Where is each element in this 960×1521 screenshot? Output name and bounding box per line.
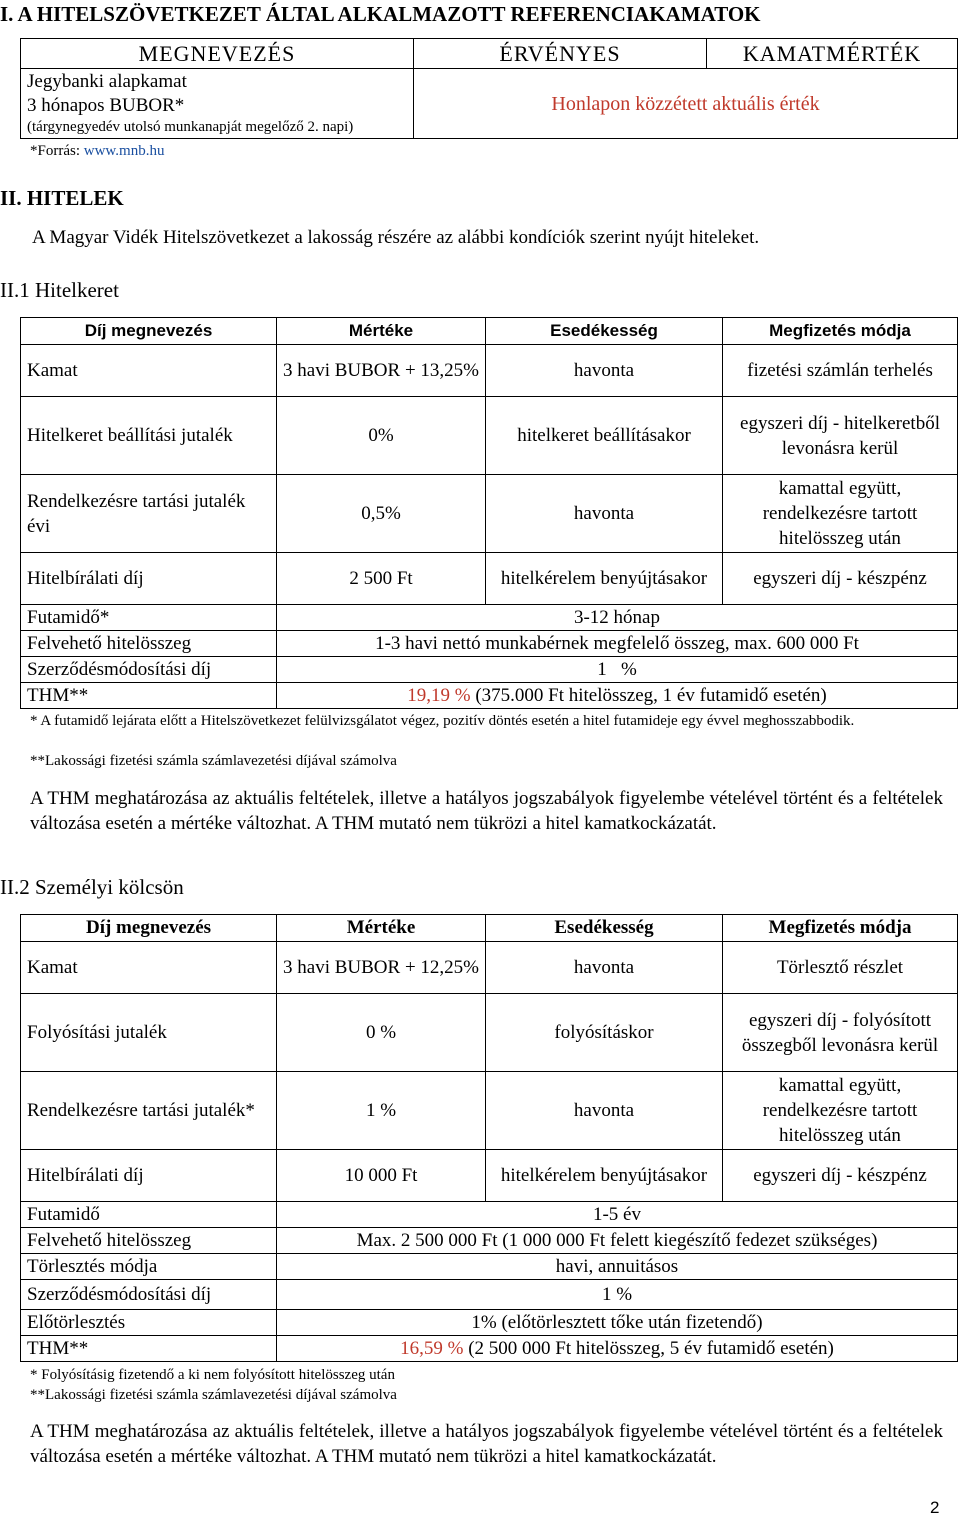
szk-row-due: folyósításkor (486, 994, 723, 1072)
hk-row-payment: egyszeri díj - hitelkeretből levonásra kerül (723, 397, 958, 475)
hk-row-due: hitelkérelem benyújtásakor (486, 553, 723, 605)
szk-thm-value: 16,59 % (400, 1338, 464, 1359)
hk-row-rate: 3 havi BUBOR + 13,25% (277, 345, 486, 397)
hk-header-rate: Mértéke (277, 318, 486, 345)
hk-row-name: Hitelbírálati díj (21, 553, 277, 605)
szk-row-payment: egyszeri díj - folyósított összegből levonásra kerül (723, 994, 958, 1072)
hk-row-name: Hitelkeret beállítási jutalék (21, 397, 277, 475)
szk-header-due: Esedékesség (486, 915, 723, 942)
szk-thm-label: THM** (21, 1336, 277, 1362)
szk-thm-rest: (2 500 000 Ft hitelösszeg, 5 év futamidő esetén) (463, 1338, 834, 1359)
hk-row-name: Rendelkezésre tartási jutalék évi (21, 475, 277, 553)
szk-wide-value: 1% (előtörlesztett tőke után fizetendő) (277, 1310, 958, 1336)
szk-header-name: Díj megnevezés (21, 915, 277, 942)
hk-note2: **Lakossági fizetési számla számlavezetési díjával számolva (30, 753, 397, 769)
hk-thm-value: 19,19 % (407, 685, 471, 706)
szk-wide-value: 1-5 év (277, 1202, 958, 1228)
header-megnevezes: MEGNEVEZÉS (21, 39, 414, 69)
szk-row-rate: 10 000 Ft (277, 1150, 486, 1202)
source-line (30, 143, 164, 160)
hk-wide-name: Futamidő* (21, 605, 277, 631)
header-kamatmertek: KAMATMÉRTÉK (707, 39, 958, 69)
hk-row-rate: 0% (277, 397, 486, 475)
szk-header-payment: Megfizetés módja (723, 915, 958, 942)
hk-wide-name: Felvehető hitelösszeg (21, 631, 277, 657)
hk-row-payment: fizetési számlán terhelés (723, 345, 958, 397)
current-value-cell: Honlapon közzétett aktuális érték (414, 69, 958, 139)
row-jegybanki: Jegybanki alapkamat (21, 69, 414, 95)
hitelkeret-title: II.1 Hitelkeret (0, 278, 119, 302)
szk-row-name: Folyósítási jutalék (21, 994, 277, 1072)
hk-wide-name: Szerződésmódosítási díj (21, 657, 277, 683)
szk-note2: **Lakossági fizetési számla számlavezetési díjával számolva (30, 1387, 397, 1403)
szk-wide-value: havi, annuitásos (277, 1254, 958, 1280)
hk-thm-cell (277, 683, 958, 709)
hk-row-payment: egyszeri díj - készpénz (723, 553, 958, 605)
szk-thm-cell (277, 1336, 958, 1362)
szk-row-payment: egyszeri díj - készpénz (723, 1150, 958, 1202)
hk-row-rate: 2 500 Ft (277, 553, 486, 605)
hk-thm-label: THM** (21, 683, 277, 709)
hk-row-payment: kamattal együtt, rendelkezésre tartott hitelösszeg után (723, 475, 958, 553)
hk-wide-value: 1 % (277, 657, 958, 683)
section2-title: II. HITELEK (0, 186, 124, 210)
szk-note1: * Folyósításig fizetendő a ki nem folyósított hitelösszeg után (30, 1367, 395, 1383)
szk-row-due: havonta (486, 1072, 723, 1150)
hk-row-due: havonta (486, 475, 723, 553)
header-ervenyes: ÉRVÉNYES (414, 39, 707, 69)
szk-row-name: Rendelkezésre tartási jutalék* (21, 1072, 277, 1150)
szk-wide-name: Felvehető hitelösszeg (21, 1228, 277, 1254)
mnb-link[interactable]: www.mnb.hu (83, 143, 165, 159)
hitelkeret-table (20, 317, 958, 709)
szk-row-rate: 1 % (277, 1072, 486, 1150)
szk-row-due: hitelkérelem benyújtásakor (486, 1150, 723, 1202)
hk-row-due: havonta (486, 345, 723, 397)
szk-wide-name: Előtörlesztés (21, 1310, 277, 1336)
row-bubor-note: (tárgynegyedév utolsó munkanapját megelőző 2. napi) (27, 118, 354, 135)
hk-note1: * A futamidő lejárata előtt a Hitelszövetkezet felülvizsgálatot végez, pozitív döntés esetén a hitel futamideje egy évvel meghosszabbodik. (30, 713, 855, 729)
szemelyi-title: II.2 Személyi kölcsön (0, 875, 184, 899)
section2-intro: A Magyar Vidék Hitelszövetkezet a lakosság részére az alábbi kondíciók szerint nyújt hiteleket. (32, 227, 760, 248)
szk-header-rate: Mértéke (277, 915, 486, 942)
hk-paragraph: A THM meghatározása az aktuális feltételek, illetve a hatályos jogszabályok figyelembe vételével történt és a feltételek változása esetén a mértéke változhat. A THM mutató nem tükrözi a hitel kamatkockázatát. (30, 788, 943, 834)
szk-row-rate: 0 % (277, 994, 486, 1072)
szk-wide-value: Max. 2 500 000 Ft (1 000 000 Ft felett kiegészítő fedezet szükséges) (277, 1228, 958, 1254)
szk-paragraph: A THM meghatározása az aktuális feltételek, illetve a hatályos jogszabályok figyelembe vételével történt és a feltételek változása esetén a mértéke változhat. A THM mutató nem tükrözi a hitel kamatkockázatát. (30, 1421, 943, 1467)
szk-wide-value: 1 % (277, 1280, 958, 1310)
szk-wide-name: Szerződésmódosítási díj (21, 1280, 277, 1310)
hk-wide-value: 3-12 hónap (277, 605, 958, 631)
hk-row-due: hitelkeret beállításakor (486, 397, 723, 475)
hk-row-name: Kamat (21, 345, 277, 397)
szemelyi-table (20, 914, 958, 1362)
hk-row-rate: 0,5% (277, 475, 486, 553)
szk-row-due: havonta (486, 942, 723, 994)
row-bubor (21, 95, 414, 139)
szk-row-payment: Törlesztő részlet (723, 942, 958, 994)
hk-header-payment: Megfizetés módja (723, 318, 958, 345)
source-label: *Forrás: (30, 143, 84, 159)
hk-header-name: Díj megnevezés (21, 318, 277, 345)
page-number: 2 (930, 1498, 940, 1517)
hk-header-due: Esedékesség (486, 318, 723, 345)
szk-wide-name: Futamidő (21, 1202, 277, 1228)
hk-thm-rest: (375.000 Ft hitelösszeg, 1 év futamidő esetén) (470, 685, 827, 706)
section1-title: I. A HITELSZÖVETKEZET ÁLTAL ALKALMAZOTT REFERENCIAKAMATOK (0, 2, 761, 26)
row-bubor-label: 3 hónapos BUBOR* (27, 94, 185, 116)
reference-rates-table (20, 38, 958, 139)
szk-row-payment: kamattal együtt, rendelkezésre tartott hitelösszeg után (723, 1072, 958, 1150)
szk-row-name: Kamat (21, 942, 277, 994)
szk-wide-name: Törlesztés módja (21, 1254, 277, 1280)
hk-wide-value: 1-3 havi nettó munkabérnek megfelelő összeg, max. 600 000 Ft (277, 631, 958, 657)
szk-row-name: Hitelbírálati díj (21, 1150, 277, 1202)
szk-row-rate: 3 havi BUBOR + 12,25% (277, 942, 486, 994)
